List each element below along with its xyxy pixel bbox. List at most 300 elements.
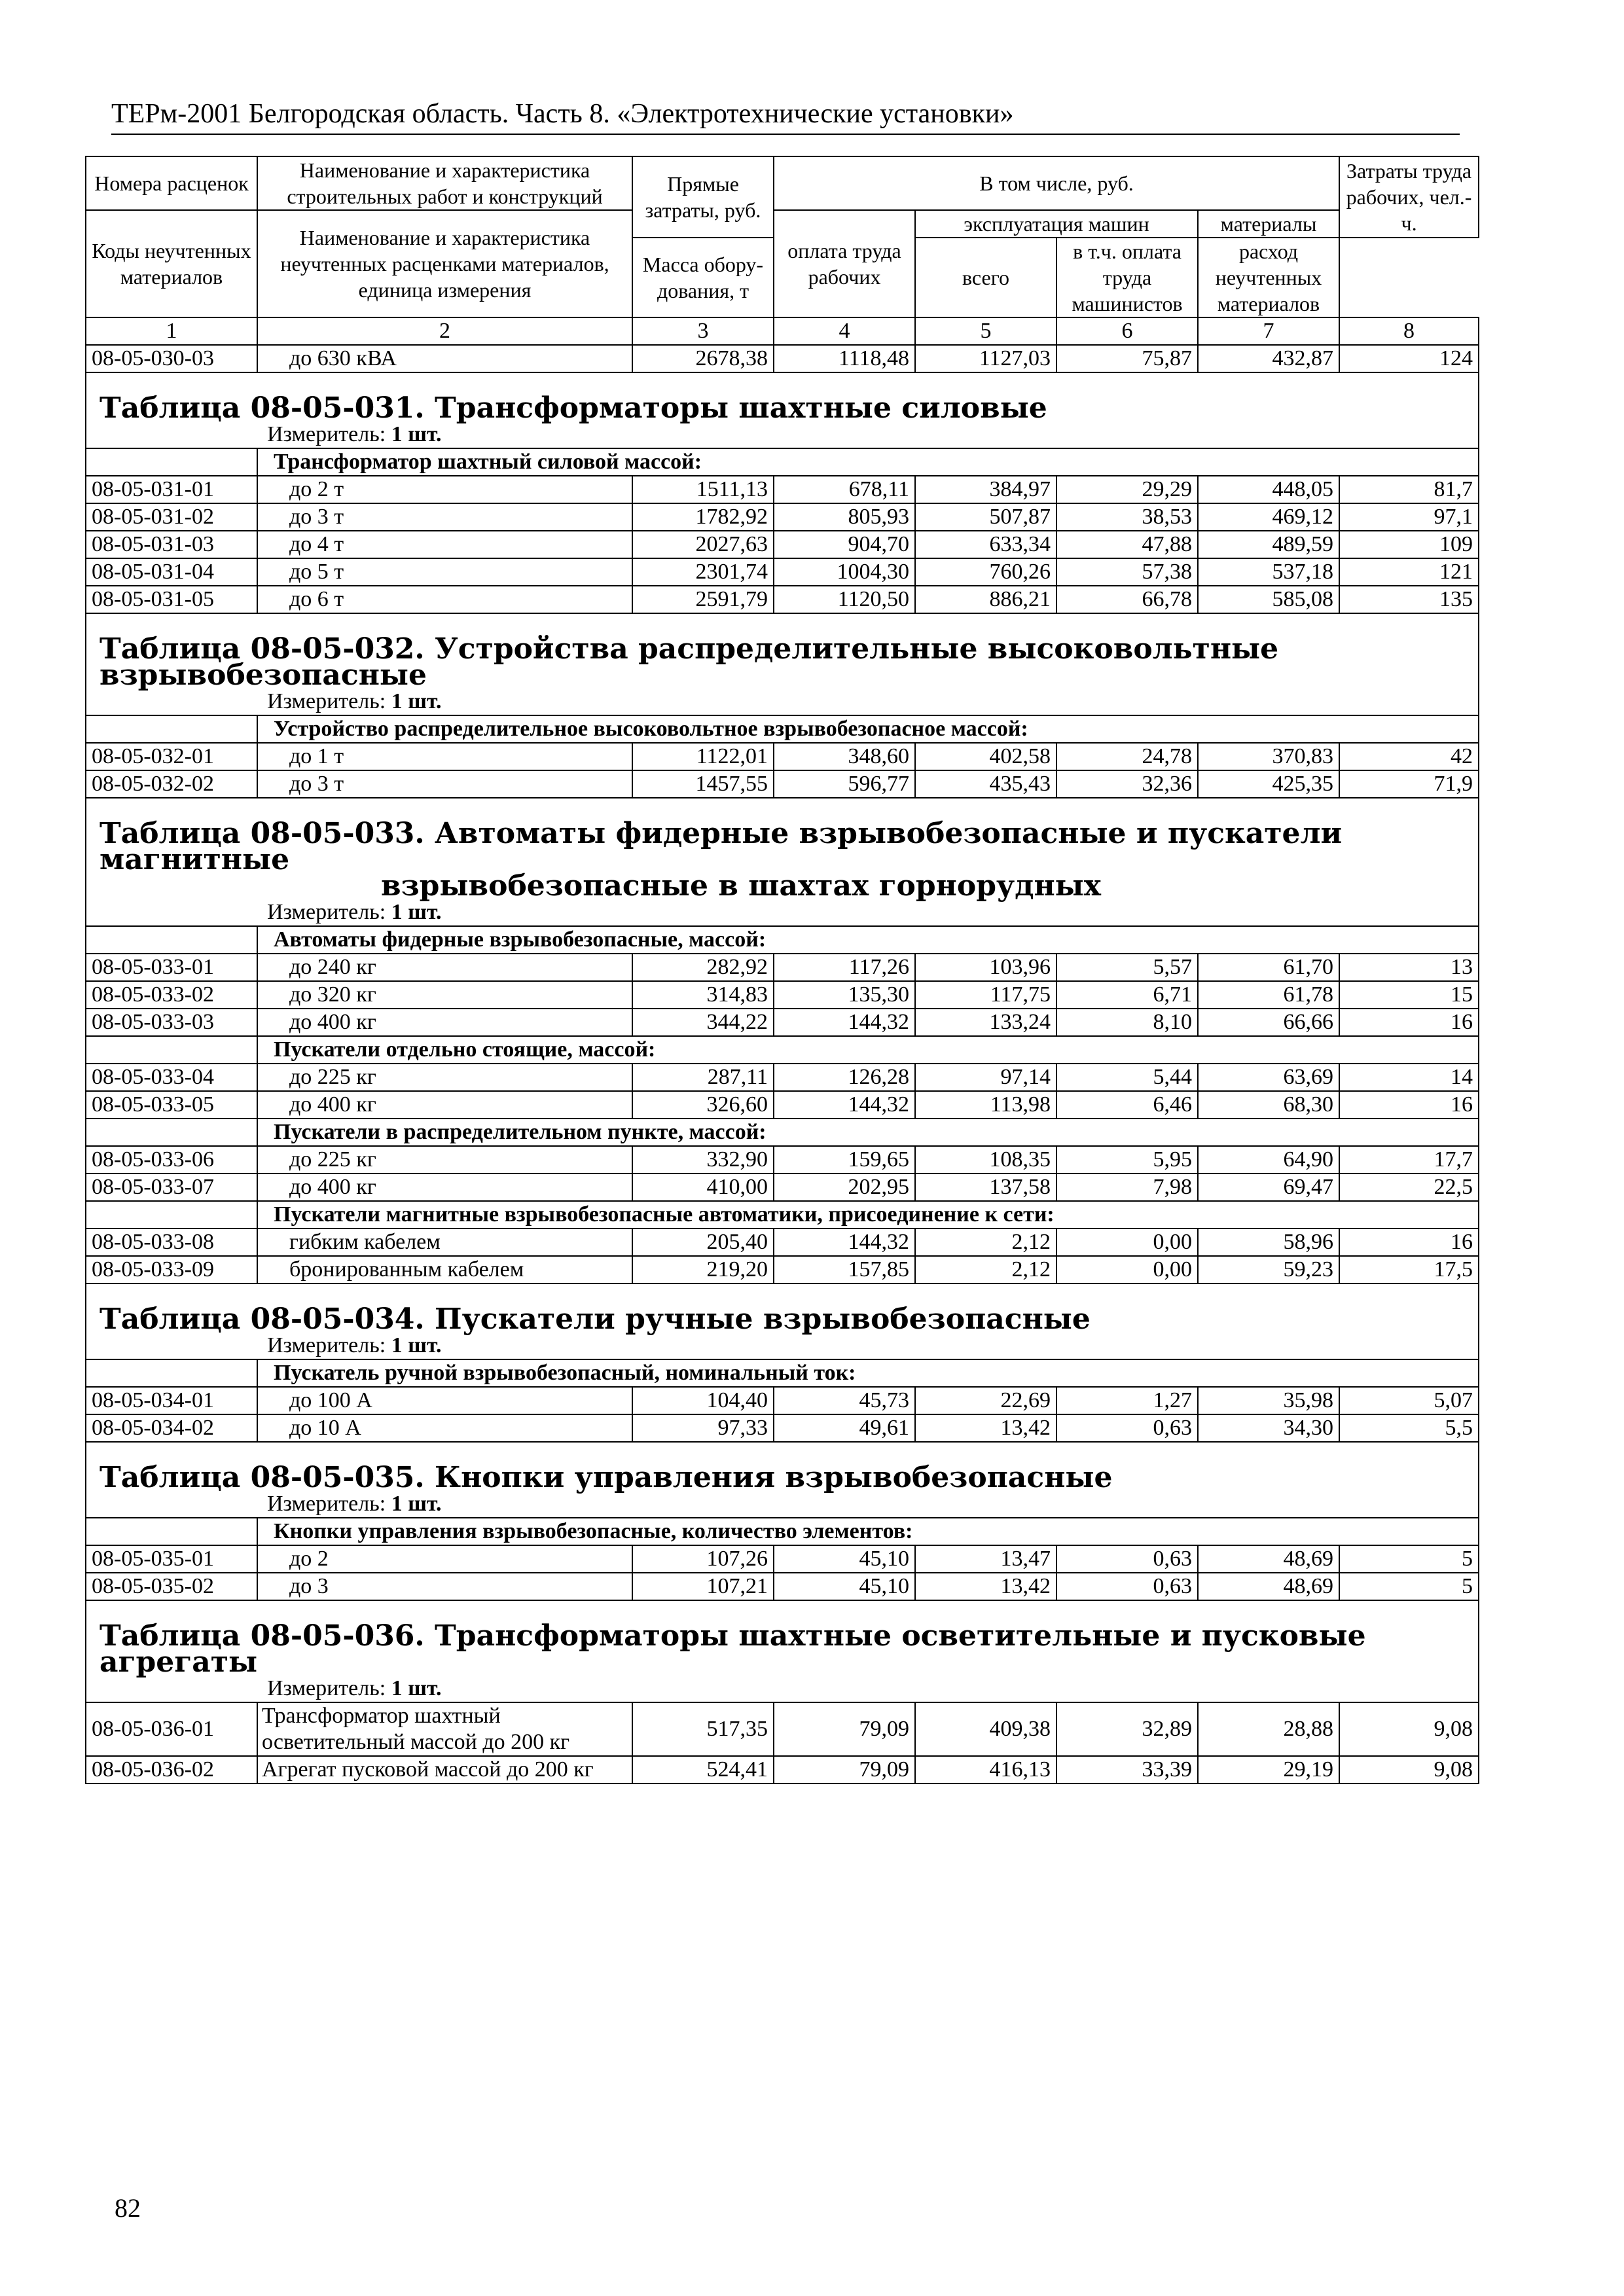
value-cell: 517,35 bbox=[632, 1702, 774, 1756]
value-cell: 344,22 bbox=[632, 1009, 774, 1036]
value-cell: 49,61 bbox=[774, 1414, 915, 1442]
column-number: 6 bbox=[1056, 317, 1198, 345]
group-label: Трансформатор шахтный силовой массой: bbox=[257, 448, 1479, 476]
group-row bbox=[86, 1036, 1479, 1064]
value-cell: 219,20 bbox=[632, 1256, 774, 1283]
value-cell: 45,10 bbox=[774, 1573, 915, 1600]
value-cell: 805,93 bbox=[774, 503, 915, 531]
rate-code: 08-05-033-06 bbox=[86, 1146, 257, 1174]
unit-row bbox=[86, 1333, 1479, 1359]
value-cell: 2591,79 bbox=[632, 586, 774, 613]
value-cell: 133,24 bbox=[915, 1009, 1056, 1036]
value-cell: 0,00 bbox=[1056, 1256, 1198, 1283]
group-label: Устройство распределительное высоковольтное взрывобезопасное массой: bbox=[257, 715, 1479, 743]
rate-name: до 5 т bbox=[257, 558, 632, 586]
value-cell: 585,08 bbox=[1198, 586, 1339, 613]
rate-code: 08-05-033-01 bbox=[86, 954, 257, 981]
value-cell: 34,30 bbox=[1198, 1414, 1339, 1442]
value-cell: 79,09 bbox=[774, 1702, 915, 1756]
table-title-text: Таблица 08-05-035. Кнопки управления взрывобезопасные bbox=[99, 1461, 1113, 1494]
table-row bbox=[86, 1229, 1479, 1256]
rate-name: Агрегат пусковой массой до 200 кг bbox=[257, 1756, 632, 1784]
value-cell: 59,23 bbox=[1198, 1256, 1339, 1283]
rate-code: 08-05-033-05 bbox=[86, 1091, 257, 1119]
value-cell: 2027,63 bbox=[632, 531, 774, 558]
value-cell: 97,33 bbox=[632, 1414, 774, 1442]
header-including: В том числе, руб. bbox=[774, 156, 1339, 210]
value-cell: 144,32 bbox=[774, 1009, 915, 1036]
value-cell: 489,59 bbox=[1198, 531, 1339, 558]
column-number: 1 bbox=[86, 317, 257, 345]
value-cell: 6,71 bbox=[1056, 981, 1198, 1009]
group-label: Пускатель ручной взрывобезопасный, номинальный ток: bbox=[257, 1359, 1479, 1387]
rates-table bbox=[85, 156, 1479, 1784]
rate-code: 08-05-033-08 bbox=[86, 1229, 257, 1256]
value-cell: 0,00 bbox=[1056, 1229, 1198, 1256]
rate-code: 08-05-031-02 bbox=[86, 503, 257, 531]
rate-name: до 240 кг bbox=[257, 954, 632, 981]
value-cell: 97,14 bbox=[915, 1064, 1056, 1091]
value-cell: 1118,48 bbox=[774, 345, 915, 372]
value-cell: 1782,92 bbox=[632, 503, 774, 531]
value-cell: 5,57 bbox=[1056, 954, 1198, 981]
unit-row bbox=[86, 1676, 1479, 1702]
unit-prefix: Измеритель: bbox=[267, 1492, 391, 1516]
value-cell: 16 bbox=[1339, 1009, 1479, 1036]
group-label: Кнопки управления взрывобезопасные, количество элементов: bbox=[257, 1518, 1479, 1545]
group-label: Пускатели магнитные взрывобезопасные автоматики, присоединение к сети: bbox=[257, 1201, 1479, 1229]
group-row bbox=[86, 1518, 1479, 1545]
table-row bbox=[86, 558, 1479, 586]
rate-code: 08-05-034-01 bbox=[86, 1387, 257, 1414]
table-title bbox=[86, 1283, 1479, 1336]
value-cell: 202,95 bbox=[774, 1174, 915, 1201]
table-title-row bbox=[86, 1600, 1479, 1676]
group-label: Пускатели в распределительном пункте, массой: bbox=[257, 1119, 1479, 1146]
value-cell: 32,89 bbox=[1056, 1702, 1198, 1756]
column-numbers-row bbox=[86, 317, 1479, 345]
value-cell: 29,29 bbox=[1056, 476, 1198, 503]
group-label: Автоматы фидерные взрывобезопасные, массой: bbox=[257, 926, 1479, 954]
value-cell: 81,7 bbox=[1339, 476, 1479, 503]
table-title-row bbox=[86, 1442, 1479, 1491]
value-cell: 596,77 bbox=[774, 770, 915, 798]
value-cell: 69,47 bbox=[1198, 1174, 1339, 1201]
value-cell: 524,41 bbox=[632, 1756, 774, 1784]
table-row bbox=[86, 1256, 1479, 1283]
rate-name: гибким кабелем bbox=[257, 1229, 632, 1256]
value-cell: 79,09 bbox=[774, 1756, 915, 1784]
rate-code: 08-05-030-03 bbox=[86, 345, 257, 372]
value-cell: 416,13 bbox=[915, 1756, 1056, 1784]
table-title-text: Таблица 08-05-031. Трансформаторы шахтные силовые bbox=[99, 391, 1047, 425]
group-spacer bbox=[86, 1359, 257, 1387]
value-cell: 61,78 bbox=[1198, 981, 1339, 1009]
table-row bbox=[86, 345, 1479, 372]
value-cell: 332,90 bbox=[632, 1146, 774, 1174]
value-cell: 75,87 bbox=[1056, 345, 1198, 372]
value-cell: 126,28 bbox=[774, 1064, 915, 1091]
rate-name: до 4 т bbox=[257, 531, 632, 558]
table-row bbox=[86, 1756, 1479, 1784]
unit-prefix: Измеритель: bbox=[267, 689, 391, 713]
table-title bbox=[86, 372, 1479, 425]
table-title bbox=[86, 798, 1479, 903]
value-cell: 58,96 bbox=[1198, 1229, 1339, 1256]
unit-value: 1 шт. bbox=[391, 1333, 442, 1357]
value-cell: 1,27 bbox=[1056, 1387, 1198, 1414]
value-cell: 57,38 bbox=[1056, 558, 1198, 586]
value-cell: 287,11 bbox=[632, 1064, 774, 1091]
rate-code: 08-05-034-02 bbox=[86, 1414, 257, 1442]
value-cell: 384,97 bbox=[915, 476, 1056, 503]
group-row bbox=[86, 448, 1479, 476]
rate-code: 08-05-031-03 bbox=[86, 531, 257, 558]
value-cell: 121 bbox=[1339, 558, 1479, 586]
rate-code: 08-05-033-07 bbox=[86, 1174, 257, 1201]
rate-code: 08-05-036-02 bbox=[86, 1756, 257, 1784]
value-cell: 107,21 bbox=[632, 1573, 774, 1600]
group-spacer bbox=[86, 926, 257, 954]
rate-name: до 225 кг bbox=[257, 1146, 632, 1174]
rate-name: до 400 кг bbox=[257, 1174, 632, 1201]
value-cell: 1511,13 bbox=[632, 476, 774, 503]
header-machine-operation: эксплуатация машин bbox=[915, 210, 1198, 238]
rate-code: 08-05-031-01 bbox=[86, 476, 257, 503]
table-row bbox=[86, 1009, 1479, 1036]
group-spacer bbox=[86, 1201, 257, 1229]
table-row bbox=[86, 503, 1479, 531]
rate-code: 08-05-031-05 bbox=[86, 586, 257, 613]
value-cell: 435,43 bbox=[915, 770, 1056, 798]
value-cell: 159,65 bbox=[774, 1146, 915, 1174]
header-labor-costs: Затраты труда рабочих, чел.-ч. bbox=[1339, 156, 1479, 238]
value-cell: 47,88 bbox=[1056, 531, 1198, 558]
value-cell: 2,12 bbox=[915, 1229, 1056, 1256]
group-spacer bbox=[86, 1518, 257, 1545]
table-title-continuation: взрывобезопасные в шахтах горнорудных bbox=[381, 869, 1102, 903]
value-cell: 14 bbox=[1339, 1064, 1479, 1091]
table-title-text: Таблица 08-05-034. Пускатели ручные взрывобезопасные bbox=[99, 1302, 1091, 1336]
header-equipment-mass: Масса обору-дования, т bbox=[632, 238, 774, 317]
rate-code: 08-05-033-02 bbox=[86, 981, 257, 1009]
unit-row bbox=[86, 422, 1479, 448]
table-title-row bbox=[86, 1283, 1479, 1333]
table-title-text: Таблица 08-05-033. Автоматы фидерные взрывобезопасные и пускатели магнитные bbox=[99, 817, 1343, 876]
value-cell: 425,35 bbox=[1198, 770, 1339, 798]
rate-name: до 10 А bbox=[257, 1414, 632, 1442]
value-cell: 135 bbox=[1339, 586, 1479, 613]
value-cell: 103,96 bbox=[915, 954, 1056, 981]
table-row bbox=[86, 954, 1479, 981]
column-number: 5 bbox=[915, 317, 1056, 345]
table-row bbox=[86, 1174, 1479, 1201]
rate-name: до 3 bbox=[257, 1573, 632, 1600]
value-cell: 410,00 bbox=[632, 1174, 774, 1201]
value-cell: 5,5 bbox=[1339, 1414, 1479, 1442]
value-cell: 760,26 bbox=[915, 558, 1056, 586]
unit-prefix: Измеритель: bbox=[267, 422, 391, 446]
value-cell: 38,53 bbox=[1056, 503, 1198, 531]
value-cell: 8,10 bbox=[1056, 1009, 1198, 1036]
value-cell: 48,69 bbox=[1198, 1573, 1339, 1600]
rate-name: до 225 кг bbox=[257, 1064, 632, 1091]
header-work-name: Наименование и характеристика строительных работ и конструкций bbox=[257, 156, 632, 210]
unit-label bbox=[86, 1491, 1479, 1518]
unit-label bbox=[86, 1333, 1479, 1359]
table-row bbox=[86, 1146, 1479, 1174]
table-row bbox=[86, 1545, 1479, 1573]
value-cell: 13 bbox=[1339, 954, 1479, 981]
value-cell: 45,73 bbox=[774, 1387, 915, 1414]
unit-row bbox=[86, 899, 1479, 926]
table-row bbox=[86, 1414, 1479, 1442]
value-cell: 64,90 bbox=[1198, 1146, 1339, 1174]
value-cell: 42 bbox=[1339, 743, 1479, 770]
rate-code: 08-05-033-04 bbox=[86, 1064, 257, 1091]
value-cell: 5 bbox=[1339, 1573, 1479, 1600]
rate-name: до 2 bbox=[257, 1545, 632, 1573]
value-cell: 48,69 bbox=[1198, 1545, 1339, 1573]
table-row bbox=[86, 1387, 1479, 1414]
value-cell: 402,58 bbox=[915, 743, 1056, 770]
rate-code: 08-05-032-02 bbox=[86, 770, 257, 798]
value-cell: 5,95 bbox=[1056, 1146, 1198, 1174]
table-row bbox=[86, 531, 1479, 558]
unit-value: 1 шт. bbox=[391, 422, 442, 446]
value-cell: 678,11 bbox=[774, 476, 915, 503]
value-cell: 5 bbox=[1339, 1545, 1479, 1573]
column-number: 8 bbox=[1339, 317, 1479, 345]
group-row bbox=[86, 926, 1479, 954]
value-cell: 24,78 bbox=[1056, 743, 1198, 770]
value-cell: 16 bbox=[1339, 1229, 1479, 1256]
table-row bbox=[86, 476, 1479, 503]
value-cell: 13,42 bbox=[915, 1414, 1056, 1442]
group-spacer bbox=[86, 715, 257, 743]
value-cell: 107,26 bbox=[632, 1545, 774, 1573]
page-number: 82 bbox=[115, 2193, 141, 2223]
value-cell: 13,42 bbox=[915, 1573, 1056, 1600]
value-cell: 205,40 bbox=[632, 1229, 774, 1256]
value-cell: 7,98 bbox=[1056, 1174, 1198, 1201]
group-row bbox=[86, 1119, 1479, 1146]
value-cell: 1127,03 bbox=[915, 345, 1056, 372]
value-cell: 886,21 bbox=[915, 586, 1056, 613]
header-material-codes: Коды неучтенных материалов bbox=[86, 210, 257, 317]
table-title bbox=[86, 613, 1479, 692]
value-cell: 13,47 bbox=[915, 1545, 1056, 1573]
table-title-text: Таблица 08-05-036. Трансформаторы шахтные осветительные и пусковые агрегаты bbox=[99, 1619, 1366, 1679]
rate-code: 08-05-032-01 bbox=[86, 743, 257, 770]
rate-name: до 3 т bbox=[257, 770, 632, 798]
value-cell: 71,9 bbox=[1339, 770, 1479, 798]
value-cell: 108,35 bbox=[915, 1146, 1056, 1174]
rate-code: 08-05-036-01 bbox=[86, 1702, 257, 1756]
header-machines-total: всего bbox=[915, 238, 1056, 317]
value-cell: 68,30 bbox=[1198, 1091, 1339, 1119]
table-row bbox=[86, 1702, 1479, 1756]
value-cell: 32,36 bbox=[1056, 770, 1198, 798]
table-title-text: Таблица 08-05-032. Устройства распределительные высоковольтные взрывобезопасные bbox=[99, 632, 1279, 692]
value-cell: 2678,38 bbox=[632, 345, 774, 372]
value-cell: 45,10 bbox=[774, 1545, 915, 1573]
value-cell: 409,38 bbox=[915, 1702, 1056, 1756]
group-spacer bbox=[86, 448, 257, 476]
value-cell: 28,88 bbox=[1198, 1702, 1339, 1756]
value-cell: 1122,01 bbox=[632, 743, 774, 770]
value-cell: 117,75 bbox=[915, 981, 1056, 1009]
value-cell: 157,85 bbox=[774, 1256, 915, 1283]
rate-name: до 630 кВА bbox=[257, 345, 632, 372]
value-cell: 326,60 bbox=[632, 1091, 774, 1119]
unit-value: 1 шт. bbox=[391, 689, 442, 713]
value-cell: 16 bbox=[1339, 1091, 1479, 1119]
value-cell: 109 bbox=[1339, 531, 1479, 558]
value-cell: 66,78 bbox=[1056, 586, 1198, 613]
group-row bbox=[86, 1359, 1479, 1387]
value-cell: 469,12 bbox=[1198, 503, 1339, 531]
table-row bbox=[86, 586, 1479, 613]
value-cell: 314,83 bbox=[632, 981, 774, 1009]
unit-label bbox=[86, 1676, 1479, 1702]
table-title-row bbox=[86, 798, 1479, 899]
value-cell: 432,87 bbox=[1198, 345, 1339, 372]
group-spacer bbox=[86, 1036, 257, 1064]
unit-prefix: Измеритель: bbox=[267, 1333, 391, 1357]
value-cell: 97,1 bbox=[1339, 503, 1479, 531]
header-materials: материалы bbox=[1198, 210, 1339, 238]
header-machinist-pay: в т.ч. оплата труда машинистов bbox=[1056, 238, 1198, 317]
value-cell: 61,70 bbox=[1198, 954, 1339, 981]
unit-value: 1 шт. bbox=[391, 900, 442, 924]
value-cell: 2,12 bbox=[915, 1256, 1056, 1283]
value-cell: 9,08 bbox=[1339, 1702, 1479, 1756]
header-direct-costs: Прямые затраты, руб. bbox=[632, 156, 774, 238]
column-number: 4 bbox=[774, 317, 915, 345]
value-cell: 15 bbox=[1339, 981, 1479, 1009]
value-cell: 370,83 bbox=[1198, 743, 1339, 770]
group-spacer bbox=[86, 1119, 257, 1146]
value-cell: 135,30 bbox=[774, 981, 915, 1009]
rate-name: до 6 т bbox=[257, 586, 632, 613]
header-material-name: Наименование и характеристика неучтенных расценками материалов, единица измерения bbox=[257, 210, 632, 317]
value-cell: 137,58 bbox=[915, 1174, 1056, 1201]
unit-prefix: Измеритель: bbox=[267, 1676, 391, 1700]
table-title-row bbox=[86, 372, 1479, 422]
header-unaccounted-materials: расход неучтенных материалов bbox=[1198, 238, 1339, 317]
table-row bbox=[86, 1091, 1479, 1119]
rate-name: до 1 т bbox=[257, 743, 632, 770]
table-row bbox=[86, 770, 1479, 798]
value-cell: 144,32 bbox=[774, 1229, 915, 1256]
unit-label bbox=[86, 689, 1479, 715]
value-cell: 17,7 bbox=[1339, 1146, 1479, 1174]
value-cell: 5,07 bbox=[1339, 1387, 1479, 1414]
value-cell: 2301,74 bbox=[632, 558, 774, 586]
rate-code: 08-05-031-04 bbox=[86, 558, 257, 586]
rate-name: до 2 т bbox=[257, 476, 632, 503]
table-row bbox=[86, 981, 1479, 1009]
value-cell: 17,5 bbox=[1339, 1256, 1479, 1283]
table-title-row bbox=[86, 613, 1479, 689]
value-cell: 537,18 bbox=[1198, 558, 1339, 586]
value-cell: 1457,55 bbox=[632, 770, 774, 798]
value-cell: 0,63 bbox=[1056, 1414, 1198, 1442]
value-cell: 507,87 bbox=[915, 503, 1056, 531]
unit-row bbox=[86, 1491, 1479, 1518]
unit-label bbox=[86, 422, 1479, 448]
unit-value: 1 шт. bbox=[391, 1676, 442, 1700]
value-cell: 63,69 bbox=[1198, 1064, 1339, 1091]
value-cell: 904,70 bbox=[774, 531, 915, 558]
rate-code: 08-05-035-01 bbox=[86, 1545, 257, 1573]
rate-name: до 320 кг bbox=[257, 981, 632, 1009]
rate-code: 08-05-033-09 bbox=[86, 1256, 257, 1283]
value-cell: 348,60 bbox=[774, 743, 915, 770]
value-cell: 22,5 bbox=[1339, 1174, 1479, 1201]
value-cell: 0,63 bbox=[1056, 1545, 1198, 1573]
table-row bbox=[86, 1573, 1479, 1600]
column-number: 3 bbox=[632, 317, 774, 345]
table-title bbox=[86, 1442, 1479, 1494]
value-cell: 144,32 bbox=[774, 1091, 915, 1119]
value-cell: 9,08 bbox=[1339, 1756, 1479, 1784]
group-row bbox=[86, 715, 1479, 743]
group-row bbox=[86, 1201, 1479, 1229]
group-label: Пускатели отдельно стоящие, массой: bbox=[257, 1036, 1479, 1064]
value-cell: 117,26 bbox=[774, 954, 915, 981]
value-cell: 1120,50 bbox=[774, 586, 915, 613]
value-cell: 104,40 bbox=[632, 1387, 774, 1414]
value-cell: 448,05 bbox=[1198, 476, 1339, 503]
value-cell: 33,39 bbox=[1056, 1756, 1198, 1784]
table-title bbox=[86, 1600, 1479, 1679]
value-cell: 5,44 bbox=[1056, 1064, 1198, 1091]
header-worker-pay: оплата труда рабочих bbox=[774, 210, 915, 317]
column-number: 7 bbox=[1198, 317, 1339, 345]
unit-label bbox=[86, 899, 1479, 926]
value-cell: 35,98 bbox=[1198, 1387, 1339, 1414]
rate-name: до 400 кг bbox=[257, 1009, 632, 1036]
table-row bbox=[86, 1064, 1479, 1091]
unit-value: 1 шт. bbox=[391, 1492, 442, 1516]
rate-code: 08-05-035-02 bbox=[86, 1573, 257, 1600]
column-number: 2 bbox=[257, 317, 632, 345]
value-cell: 0,63 bbox=[1056, 1573, 1198, 1600]
page-header: ТЕРм-2001 Белгородская область. Часть 8. «Электротехнические установки» bbox=[111, 97, 1460, 135]
value-cell: 282,92 bbox=[632, 954, 774, 981]
value-cell: 113,98 bbox=[915, 1091, 1056, 1119]
rate-name: Трансформатор шахтный осветительный массой до 200 кг bbox=[257, 1702, 632, 1756]
unit-row bbox=[86, 689, 1479, 715]
table-row bbox=[86, 743, 1479, 770]
value-cell: 29,19 bbox=[1198, 1756, 1339, 1784]
value-cell: 66,66 bbox=[1198, 1009, 1339, 1036]
unit-prefix: Измеритель: bbox=[267, 900, 391, 924]
value-cell: 633,34 bbox=[915, 531, 1056, 558]
rate-name: до 3 т bbox=[257, 503, 632, 531]
rate-code: 08-05-033-03 bbox=[86, 1009, 257, 1036]
rate-name: бронированным кабелем bbox=[257, 1256, 632, 1283]
value-cell: 124 bbox=[1339, 345, 1479, 372]
rate-name: до 400 кг bbox=[257, 1091, 632, 1119]
rate-name: до 100 А bbox=[257, 1387, 632, 1414]
value-cell: 1004,30 bbox=[774, 558, 915, 586]
value-cell: 22,69 bbox=[915, 1387, 1056, 1414]
header-rate-numbers: Номера расценок bbox=[86, 156, 257, 210]
value-cell: 6,46 bbox=[1056, 1091, 1198, 1119]
